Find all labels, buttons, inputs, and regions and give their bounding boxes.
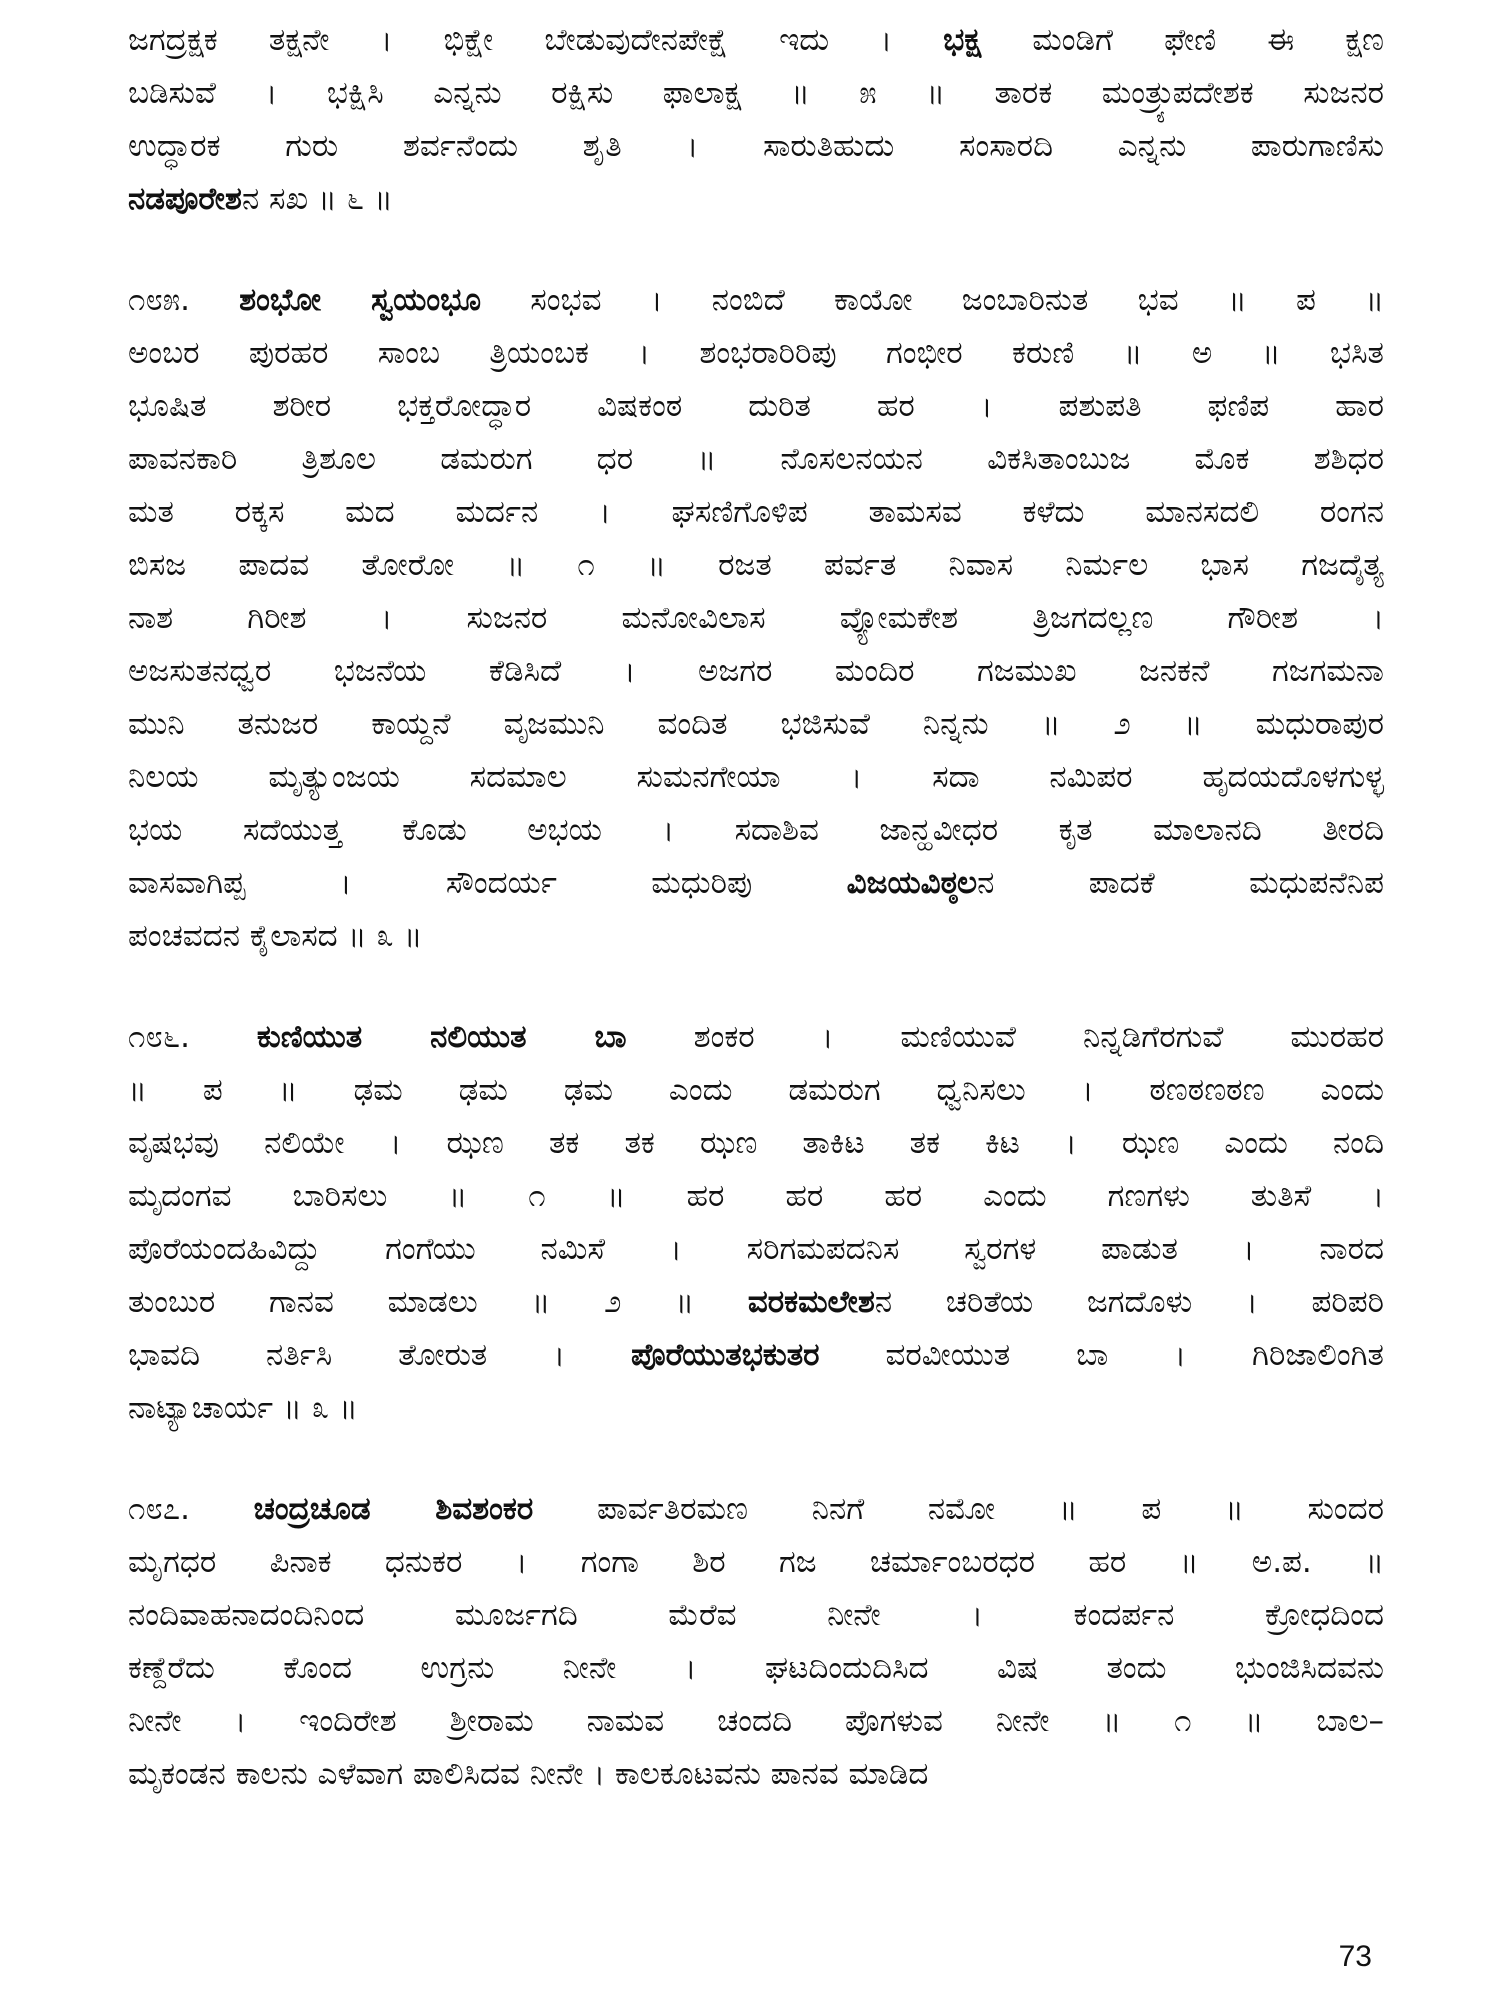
text-line (128, 1064, 1384, 1117)
text-segment: ಮಂಡಿಗೆ ಫೇಣಿ ಈ ಕ್ಷಣ (981, 22, 1384, 58)
text-segment: ಪಂಚವದನ ಕೈಲಾಸದ ॥ ೩ ॥ (128, 918, 423, 954)
paragraph-gap (128, 963, 1384, 1011)
text-segment: ಕಣ್ದೆರೆದು ಕೊಂದ ಉಗ್ರನು ನೀನೇ । ಘಟದಿಂದುದಿಸಿದ ವಿಷ ತಂದು ಭುಂಜಿಸಿದವನು (128, 1650, 1384, 1686)
text-segment: ಜಗದ್ರಕ್ಷಕ ತಕ್ಷನೇ । ಭಿಕ್ಷೇ ಬೇಡುವುದೇನಪೇಕ್ಷೆ ಇದು । (128, 22, 944, 58)
text-segment: ಮುನಿ ತನುಜರ ಕಾಯ್ದನೆ ವೃಜಮುನಿ ವಂದಿತ ಭಜಿಸುವೆ ನಿನ್ನನು ॥ ೨ ॥ ಮಧುರಾಪುರ (128, 706, 1384, 742)
text-segment: ಮೃಗಧರ ಪಿನಾಕ ಧನುಕರ । ಗಂಗಾ ಶಿರ ಗಜ ಚರ್ಮಾಂಬರಧರ ಹರ ॥ ಅ.ಪ. ॥ (128, 1544, 1384, 1580)
paragraph (128, 1011, 1384, 1435)
text-line (128, 1382, 1384, 1435)
bold-text: ಪೊರೆಯುತಭಕುತರ (630, 1337, 820, 1373)
text-line (128, 1536, 1384, 1589)
text-segment: ಭಾವದಿ ನರ್ತಿಸಿ ತೋರುತ । (128, 1337, 631, 1373)
bold-text: ಶಂಭೋ ಸ್ವಯಂಭೂ (239, 282, 482, 318)
text-segment: ನಾಟ್ಯಾಚಾರ್ಯ ॥ ೩ ॥ (128, 1390, 358, 1426)
text-segment: ನ ಸಖ ॥ ೬ ॥ (241, 181, 393, 217)
text-segment: ೧೮೭. (128, 1491, 254, 1527)
text-line (128, 1117, 1384, 1170)
text-line (128, 1642, 1384, 1695)
bold-text: ಕುಣಿಯುತ ನಲಿಯುತ ಬಾ (256, 1019, 627, 1055)
text-line (128, 910, 1384, 963)
text-segment: ವರವೀಯುತ ಬಾ । ಗಿರಿಜಾಲಿಂಗಿತ (819, 1337, 1384, 1373)
text-segment: ವೃಷಭವು ನಲಿಯೇ । ಝಣ ತಕ ತಕ ಝಣ ತಾಕಿಟ ತಕ ಕಿಟ । ಝಣ ಎಂದು ನಂದಿ (128, 1125, 1384, 1161)
text-line (128, 274, 1384, 327)
text-line (128, 1276, 1384, 1329)
text-line (128, 380, 1384, 433)
text-segment: ಪಾರ್ವತಿರಮಣ ನಿನಗೆ ನಮೋ ॥ ಪ ॥ ಸುಂದರ (533, 1491, 1384, 1527)
text-line (128, 751, 1384, 804)
text-segment: ಬಡಿಸುವೆ । ಭಕ್ಷಿಸಿ ಎನ್ನನು ರಕ್ಷಿಸು ಫಾಲಾಕ್ಷ ॥ ೫ ॥ ತಾರಕ ಮಂತ್ರ್ಯುಪದೇಶಕ ಸುಜನರ (128, 75, 1384, 111)
text-segment: ಭಯ ಸದೆಯುತ್ತ ಕೊಡು ಅಭಯ । ಸದಾಶಿವ ಜಾನ್ಹವೀಧರ ಕೃತ ಮಾಲಾನದಿ ತೀರದಿ (128, 812, 1384, 848)
text-line (128, 857, 1384, 910)
text-line (128, 1483, 1384, 1536)
text-line (128, 173, 1384, 226)
bold-text: ವಿಜಯವಿಠ್ಠಲ (846, 865, 978, 901)
text-segment: ತುಂಬುರ ಗಾನವ ಮಾಡಲು ॥ ೨ ॥ (128, 1284, 748, 1320)
text-segment: ವಾಸವಾಗಿಪ್ಪ । ಸೌಂದರ್ಯ ಮಧುರಿಪು (128, 865, 847, 901)
document-page (128, 14, 1384, 1801)
text-segment: ನ ಚರಿತೆಯ ಜಗದೊಳು । ಪರಿಪರಿ (874, 1284, 1384, 1320)
text-segment: ನ ಪಾದಕೆ ಮಧುಪನೆನಿಪ (977, 865, 1384, 901)
paragraph-gap (128, 226, 1384, 274)
text-segment: ನಾಶ ಗಿರೀಶ । ಸುಜನರ ಮನೋವಿಲಾಸ ವ್ಯೋಮಕೇಶ ತ್ರಿಜಗದಲ್ಲಣ ಗೌರೀಶ । (128, 600, 1384, 636)
text-line (128, 1011, 1384, 1064)
text-line (128, 327, 1384, 380)
text-segment: ಅಂಬರ ಪುರಹರ ಸಾಂಬ ತ್ರಿಯಂಬಕ । ಶಂಭರಾರಿರಿಪು ಗಂಭೀರ ಕರುಣಿ ॥ ಅ ॥ ಭಸಿತ (128, 335, 1384, 371)
text-line (128, 1695, 1384, 1748)
text-line (128, 1329, 1384, 1382)
text-segment: ಭೂಷಿತ ಶರೀರ ಭಕ್ತರೋದ್ಧಾರ ವಿಷಕಂಠ ದುರಿತ ಹರ । ಪಶುಪತಿ ಫಣಿಪ ಹಾರ (128, 388, 1384, 424)
text-line (128, 1170, 1384, 1223)
text-line (128, 645, 1384, 698)
text-segment: ಪೊರೆಯಂದಹಿವಿದ್ದು ಗಂಗೆಯು ನಮಿಸೆ । ಸರಿಗಮಪದನಿಸ ಸ್ವರಗಳ ಪಾಡುತ । ನಾರದ (128, 1231, 1384, 1267)
text-segment: ॥ ಪ ॥ ಢಮ ಢಮ ಢಮ ಎಂದು ಡಮರುಗ ಧ್ವನಿಸಲು । ಠಣಠಣಠಣ ಎಂದು (128, 1072, 1384, 1108)
text-line (128, 486, 1384, 539)
text-line (128, 1748, 1384, 1801)
text-segment: ಮೃದಂಗವ ಬಾರಿಸಲು ॥ ೧ ॥ ಹರ ಹರ ಹರ ಎಂದು ಗಣಗಳು ತುತಿಸೆ । (128, 1178, 1384, 1214)
bold-text: ಚಂದ್ರಚೂಡ ಶಿವಶಂಕರ (253, 1491, 534, 1527)
text-line (128, 433, 1384, 486)
text-segment: ನೀನೇ । ಇಂದಿರೇಶ ಶ್ರೀರಾಮ ನಾಮವ ಚಂದದಿ ಪೊಗಳುವ ನೀನೇ ॥ ೧ ॥ ಬಾಲ– (128, 1703, 1384, 1739)
text-line (128, 804, 1384, 857)
text-line (128, 592, 1384, 645)
text-segment: ಮತ ರಕ್ಕಸ ಮದ ಮರ್ದನ । ಘಸಣಿಗೊಳಿಪ ತಾಮಸವ ಕಳೆದು ಮಾನಸದಲಿ ರಂಗನ (128, 494, 1384, 530)
text-segment: ನಂದಿವಾಹನಾದಂದಿನಿಂದ ಮೂರ್ಜಗದಿ ಮೆರೆವ ನೀನೇ । ಕಂದರ್ಪನ ಕ್ರೋಧದಿಂದ (128, 1597, 1384, 1633)
text-segment: ಮೃಕಂಡನ ಕಾಲನು ಎಳೆವಾಗ ಪಾಲಿಸಿದವ ನೀನೇ । ಕಾಲಕೂಟವನು ಪಾನವ ಮಾಡಿದ (128, 1756, 929, 1792)
paragraph-gap (128, 1435, 1384, 1483)
text-segment: ಬಿಸಜ ಪಾದವ ತೋರೋ ॥ ೧ ॥ ರಜತ ಪರ್ವತ ನಿವಾಸ ನಿರ್ಮಲ ಭಾಸ ಗಜದೈತ್ಯ (128, 547, 1384, 583)
text-segment: ಅಜಸುತನಧ್ವರ ಭಜನೆಯ ಕೆಡಿಸಿದೆ । ಅಜಗರ ಮಂದಿರ ಗಜಮುಖ ಜನಕನೆ ಗಜಗಮನಾ (128, 653, 1384, 689)
text-segment: ಪಾವನಕಾರಿ ತ್ರಿಶೂಲ ಡಮರುಗ ಧರ ॥ ನೊಸಲನಯನ ವಿಕಸಿತಾಂಬುಜ ಮೊಕ ಶಶಿಧರ (128, 441, 1384, 477)
text-segment: ೧೮೬. (128, 1019, 257, 1055)
text-segment: ಉದ್ಧಾರಕ ಗುರು ಶರ್ವನೆಂದು ಶೃತಿ । ಸಾರುತಿಹುದು ಸಂಸಾರದಿ ಎನ್ನನು ಪಾರುಗಾಣಿಸು (128, 128, 1384, 164)
text-line (128, 539, 1384, 592)
text-line (128, 1223, 1384, 1276)
text-line (128, 120, 1384, 173)
text-segment: ೧೮೫. (128, 282, 240, 318)
paragraph (128, 1483, 1384, 1801)
bold-text: ನಡಪೂರೇಶ (128, 181, 242, 217)
text-line (128, 14, 1384, 67)
text-line (128, 698, 1384, 751)
page-number: 73 (1338, 1940, 1372, 1973)
text-segment: ಶಂಕರ । ಮಣಿಯುವೆ ನಿನ್ನಡಿಗೆರಗುವೆ ಮುರಹರ (626, 1019, 1384, 1055)
text-segment: ಸಂಭವ । ನಂಬಿದೆ ಕಾಯೋ ಜಂಬಾರಿನುತ ಭವ ॥ ಪ ॥ (481, 282, 1384, 318)
text-segment: ನಿಲಯ ಮೃತ್ಯುಂಜಯ ಸದಮಾಲ ಸುಮನಗೇಯಾ । ಸದಾ ನಮಿಪರ ಹೃದಯದೊಳಗುಳ್ಳ (128, 759, 1384, 795)
paragraph (128, 274, 1384, 963)
text-line (128, 67, 1384, 120)
bold-text: ವರಕಮಲೇಶ (747, 1284, 875, 1320)
bold-text: ಭಕ್ಷ (943, 22, 982, 58)
paragraph (128, 14, 1384, 226)
text-line (128, 1589, 1384, 1642)
